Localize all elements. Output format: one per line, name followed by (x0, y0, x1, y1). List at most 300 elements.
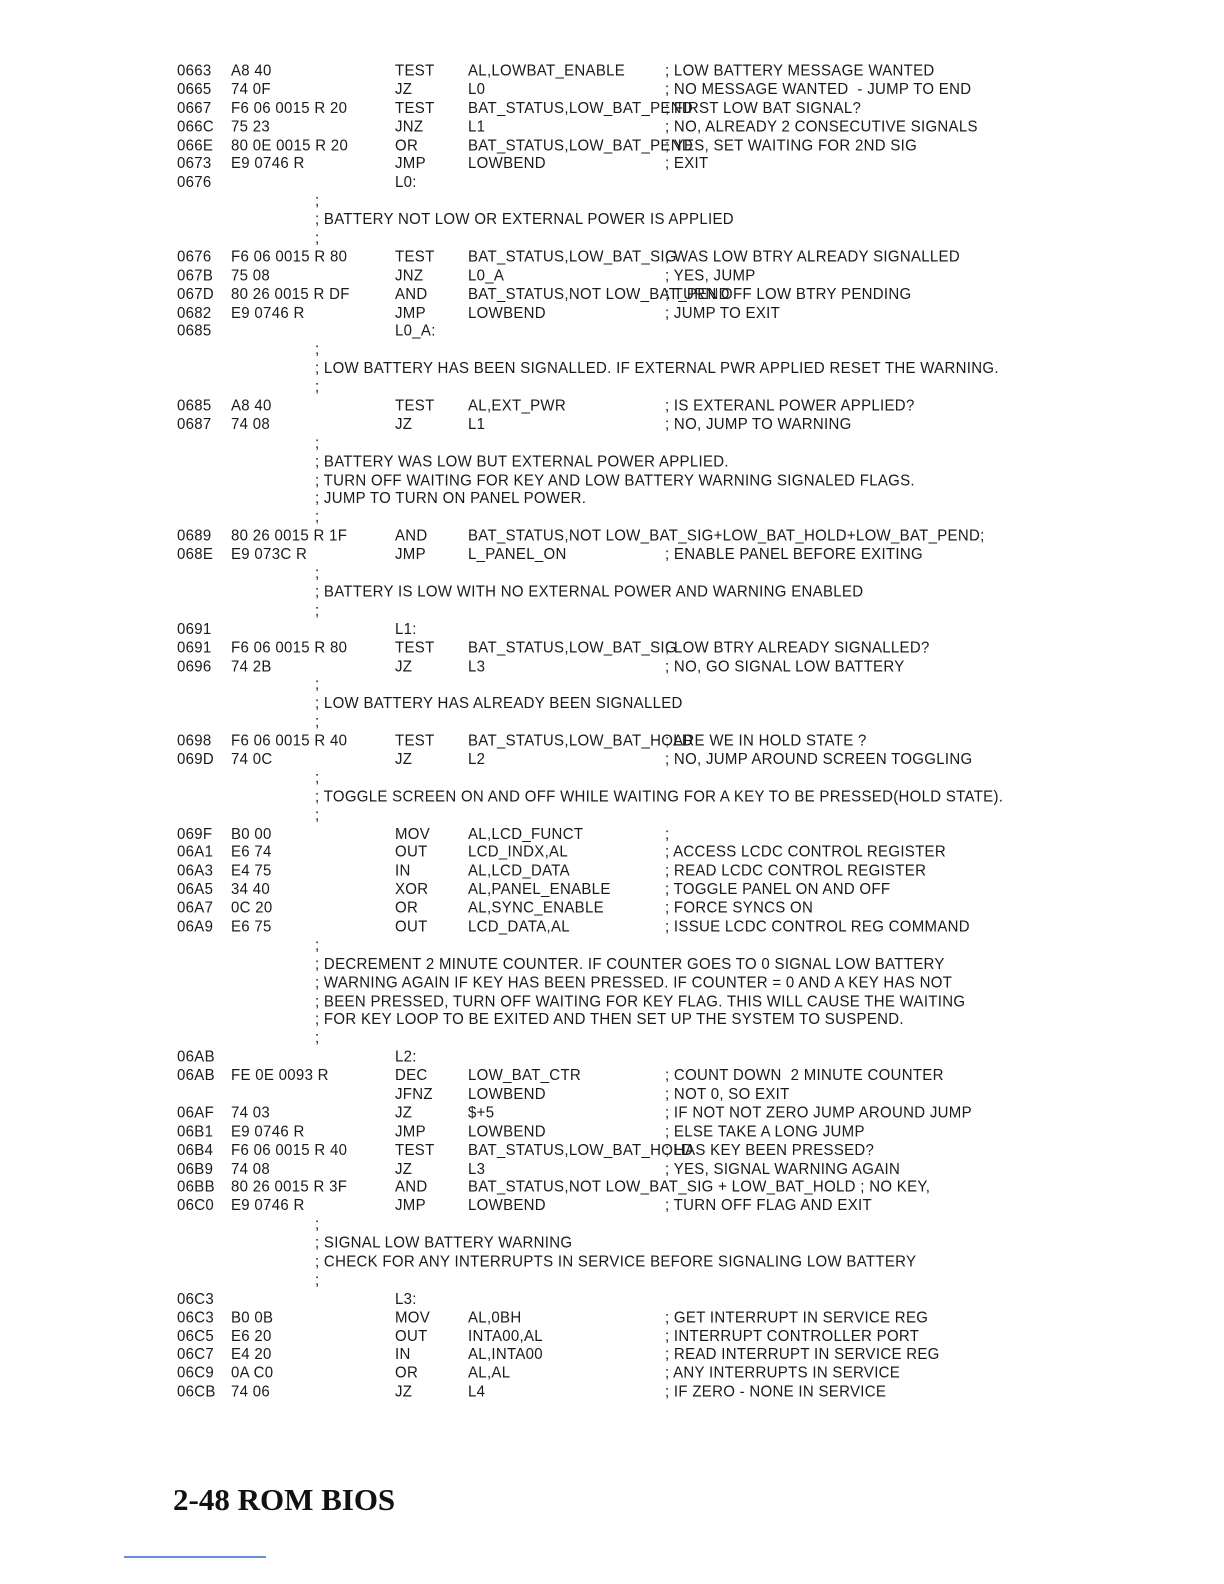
instruction-line (177, 1364, 1003, 1383)
machine-code: 80 0E 0015 R 20 (231, 136, 349, 155)
machine-code: B0 0B (231, 1308, 274, 1327)
comment: ; TURN OFF WAITING FOR KEY AND LOW BATTERY WARNING SIGNALED FLAGS. (315, 471, 915, 490)
address: 0685 (177, 396, 212, 415)
instruction-line (177, 527, 1003, 546)
machine-code: 75 08 (231, 266, 271, 285)
address: 06AB (177, 1048, 215, 1066)
address: 0691 (177, 620, 212, 638)
spacer (231, 1048, 395, 1067)
operands: LOW_BAT_CTR (468, 1066, 582, 1085)
operands: BAT_STATUS,NOT LOW_BAT_SIG+LOW_BAT_HOLD+LOW_BAT_PEND; (468, 527, 985, 545)
comment: ; (315, 192, 320, 210)
operands: AL,LOWBAT_ENABLE (468, 62, 626, 80)
label (371, 1327, 395, 1346)
opcode: JZ (395, 1103, 413, 1122)
instruction-line (177, 1178, 1003, 1197)
comment: ; ACCESS LCDC CONTROL REGISTER (665, 843, 946, 862)
machine-code: E4 20 (231, 1345, 272, 1364)
instruction-line (177, 1067, 1003, 1086)
comment-line (177, 974, 1003, 993)
opcode: JZ (395, 415, 413, 434)
machine-code: F6 06 0015 R 80 (231, 248, 348, 266)
machine-code: F6 06 0015 R 40 (231, 731, 348, 750)
label (371, 1123, 395, 1142)
opcode: TEST (395, 396, 435, 415)
opcode: MOV (395, 1308, 431, 1327)
machine-code: E9 0746 R (231, 1122, 305, 1141)
opcode: JMP (395, 155, 426, 173)
machine-code: 74 08 (231, 415, 271, 434)
label (371, 918, 395, 937)
address: 067D (177, 285, 215, 303)
comment: ; COUNT DOWN 2 MINUTE COUNTER (665, 1066, 944, 1085)
comment: ; (315, 936, 320, 955)
comment: ; READ INTERRUPT IN SERVICE REG (665, 1345, 940, 1364)
label (371, 99, 395, 118)
instruction-line (177, 1346, 1003, 1365)
label (371, 639, 395, 658)
opcode: OR (395, 1364, 419, 1383)
operands: LOWBEND (468, 1085, 546, 1104)
address: 0696 (177, 657, 212, 676)
comment: ; LOW BTRY ALREADY SIGNALLED? (665, 638, 930, 657)
instruction-line (177, 1327, 1003, 1346)
address: 067B (177, 266, 214, 285)
opcode: MOV (395, 824, 431, 843)
comment: ; (315, 1215, 320, 1234)
machine-code: E6 74 (231, 843, 272, 862)
label (371, 527, 395, 546)
comment: ; (315, 434, 320, 452)
machine-code: 80 26 0015 R 1F (231, 527, 348, 545)
comment: ; INTERRUPT CONTROLLER PORT (665, 1327, 920, 1345)
address: 06C9 (177, 1364, 215, 1383)
operands: BAT_STATUS,LOW_BAT_PEND (468, 136, 694, 155)
comment-line (177, 192, 1003, 211)
comment: ; GET INTERRUPT IN SERVICE REG (665, 1308, 929, 1327)
comment: ; TURN OFF LOW BTRY PENDING (665, 285, 912, 303)
label (371, 862, 395, 881)
label (371, 248, 395, 267)
label (371, 1346, 395, 1365)
operands: BAT_STATUS,LOW_BAT_SIG (468, 638, 677, 657)
opcode: JNZ (395, 117, 424, 136)
opcode: XOR (395, 880, 429, 899)
comment-line (177, 229, 1003, 248)
comment: ; WAS LOW BTRY ALREADY SIGNALLED (665, 248, 960, 266)
instruction-line (177, 136, 1003, 155)
opcode: TEST (395, 62, 435, 80)
comment: ; (315, 806, 320, 824)
address (177, 1085, 231, 1104)
machine-code: A8 40 (231, 396, 272, 415)
instruction-line (177, 62, 1003, 81)
comment: ; YES, JUMP (665, 266, 756, 285)
comment-line (177, 1030, 1003, 1049)
machine-code: A8 40 (231, 62, 272, 80)
address: 0685 (177, 322, 212, 341)
label (371, 118, 395, 137)
label (371, 1141, 395, 1160)
machine-code: E6 20 (231, 1327, 272, 1345)
instruction-line (177, 1141, 1003, 1160)
label (371, 416, 395, 435)
comment: ; TOGGLE SCREEN ON AND OFF WHILE WAITING FOR A KEY TO BE PRESSED(HOLD STATE). (315, 787, 1004, 806)
operands: L3 (468, 657, 486, 676)
machine-code: 74 2B (231, 657, 272, 676)
opcode: OR (395, 136, 419, 155)
address: 06CB (177, 1383, 216, 1401)
comment: ; READ LCDC CONTROL REGISTER (665, 862, 927, 880)
instruction-line (177, 155, 1003, 174)
label (371, 881, 395, 900)
comment: ; (665, 824, 670, 843)
label (371, 1364, 395, 1383)
address: 0682 (177, 303, 212, 322)
address: 069F (177, 824, 213, 843)
comment: ; HAS KEY BEEN PRESSED? (665, 1141, 875, 1159)
machine-code: 74 08 (231, 1159, 271, 1178)
opcode: IN (395, 1345, 411, 1364)
opcode: JMP (395, 303, 426, 322)
label-line (177, 620, 1003, 639)
label-line (177, 1290, 1003, 1309)
operands: L3 (468, 1159, 486, 1178)
instruction-line (177, 285, 1003, 304)
comment: ; IS EXTERANL POWER APPLIED? (665, 396, 915, 415)
label (371, 1197, 395, 1216)
comment-line (177, 713, 1003, 732)
address: 0676 (177, 173, 212, 192)
comment: ; (315, 1029, 320, 1048)
label (371, 1160, 395, 1179)
label (371, 81, 395, 100)
machine-code: E9 0746 R (231, 303, 305, 322)
opcode: AND (395, 285, 428, 303)
address: 06B9 (177, 1159, 214, 1178)
comment-line (177, 341, 1003, 360)
instruction-line (177, 843, 1003, 862)
instruction-line (177, 1104, 1003, 1123)
operands: L4 (468, 1383, 486, 1401)
operands: BAT_STATUS,LOW_BAT_HOLD (468, 731, 694, 750)
instruction-line (177, 99, 1003, 118)
address: 06C5 (177, 1327, 215, 1345)
machine-code: 75 23 (231, 117, 271, 136)
comment: ; (315, 341, 320, 359)
opcode: TEST (395, 1141, 435, 1159)
spacer (231, 1290, 395, 1309)
instruction-line (177, 267, 1003, 286)
comment-line (177, 509, 1003, 528)
comment: ; (315, 378, 320, 396)
link-underline (124, 1556, 266, 1558)
address: 06AB (177, 1066, 215, 1085)
operands: LOWBEND (468, 155, 546, 173)
label (371, 1067, 395, 1086)
address: 06A7 (177, 899, 214, 917)
address: 06A5 (177, 880, 214, 899)
comment: ; EXIT (665, 155, 709, 173)
comment: ; (315, 508, 320, 527)
machine-code: F6 06 0015 R 80 (231, 638, 348, 657)
opcode: OUT (395, 917, 428, 936)
machine-code: 0C 20 (231, 899, 273, 917)
label (371, 843, 395, 862)
assembly-listing (177, 62, 1003, 1402)
comment: ; BATTERY IS LOW WITH NO EXTERNAL POWER AND WARNING ENABLED (315, 582, 864, 601)
address: 0676 (177, 248, 212, 266)
operands: AL,LCD_FUNCT (468, 824, 584, 843)
comment: ; BATTERY WAS LOW BUT EXTERNAL POWER APPLIED. (315, 452, 729, 471)
instruction-line (177, 1197, 1003, 1216)
comment: ; FOR KEY LOOP TO BE EXITED AND THEN SET UP THE SYSTEM TO SUSPEND. (315, 1010, 904, 1029)
operands: AL,EXT_PWR (468, 396, 567, 415)
opcode: TEST (395, 248, 435, 266)
comment-line (177, 1216, 1003, 1235)
label: L3: (395, 1290, 417, 1308)
label-line (177, 322, 1003, 341)
comment-line (177, 453, 1003, 472)
label (371, 1178, 395, 1197)
address: 06B1 (177, 1122, 214, 1141)
operands: BAT_STATUS,LOW_BAT_HOLD (468, 1141, 694, 1159)
operands: L1 (468, 117, 486, 136)
comment: ; NO, JUMP AROUND SCREEN TOGGLING (665, 750, 973, 769)
label: L0: (395, 173, 417, 192)
comment: ; TURN OFF FLAG AND EXIT (665, 1196, 872, 1215)
label (371, 397, 395, 416)
machine-code: B0 00 (231, 824, 272, 843)
opcode: JZ (395, 750, 413, 769)
opcode: JFNZ (395, 1085, 433, 1104)
label (371, 546, 395, 565)
address: 06C0 (177, 1196, 215, 1215)
comment-line (177, 583, 1003, 602)
instruction-line (177, 899, 1003, 918)
operands: L2 (468, 750, 486, 769)
comment: ; FIRST LOW BAT SIGNAL? (665, 99, 862, 117)
opcode: OUT (395, 1327, 428, 1345)
comment: ; (315, 564, 320, 583)
operands: AL,INTA00 (468, 1345, 543, 1364)
machine-code: E9 0746 R (231, 1196, 305, 1215)
comment: ; CHECK FOR ANY INTERRUPTS IN SERVICE BEFORE SIGNALING LOW BATTERY (315, 1252, 917, 1271)
address: 0663 (177, 62, 212, 80)
comment-line (177, 360, 1003, 379)
opcode: DEC (395, 1066, 428, 1085)
address: 069D (177, 750, 215, 769)
operands: LCD_DATA,AL (468, 917, 570, 936)
machine-code: 34 40 (231, 880, 271, 899)
label: L2: (395, 1048, 417, 1066)
comment: ; LOW BATTERY MESSAGE WANTED (665, 62, 935, 80)
opcode: TEST (395, 99, 435, 117)
instruction-line (177, 1123, 1003, 1142)
operands: LOWBEND (468, 303, 546, 322)
instruction-line (177, 1383, 1003, 1402)
operands: BAT_STATUS,NOT LOW_BAT_SIG + LOW_BAT_HOLD ; NO KEY, (468, 1178, 931, 1197)
spacer (231, 322, 395, 341)
label-line (177, 174, 1003, 193)
operands: LOWBEND (468, 1196, 546, 1215)
label-line (177, 1048, 1003, 1067)
label (371, 285, 395, 304)
opcode: AND (395, 1178, 428, 1197)
comment: ; NO, ALREADY 2 CONSECUTIVE SIGNALS (665, 117, 978, 136)
machine-code: 74 0C (231, 750, 273, 769)
comment-line (177, 955, 1003, 974)
comment-line (177, 936, 1003, 955)
address: 066C (177, 117, 215, 136)
comment: ; WARNING AGAIN IF KEY HAS BEEN PRESSED. IF COUNTER = 0 AND A KEY HAS NOT (315, 973, 953, 992)
machine-code: 0A C0 (231, 1364, 274, 1383)
label (371, 155, 395, 174)
instruction-line (177, 881, 1003, 900)
comment: ; NO, GO SIGNAL LOW BATTERY (665, 657, 905, 676)
address: 0667 (177, 99, 212, 117)
opcode: TEST (395, 638, 435, 657)
label (371, 750, 395, 769)
comment: ; (315, 713, 320, 731)
comment: ; JUMP TO EXIT (665, 303, 781, 322)
spacer (231, 620, 395, 639)
comment-line (177, 471, 1003, 490)
machine-code: E9 073C R (231, 545, 308, 564)
instruction-line (177, 416, 1003, 435)
comment-line (177, 602, 1003, 621)
operands: LCD_INDX,AL (468, 843, 569, 862)
label (371, 825, 395, 844)
comment: ; SIGNAL LOW BATTERY WARNING (315, 1234, 573, 1252)
instruction-line (177, 657, 1003, 676)
instruction-line (177, 1085, 1003, 1104)
comment: ; TOGGLE PANEL ON AND OFF (665, 880, 891, 899)
operands: INTA00,AL (468, 1327, 543, 1345)
address: 0687 (177, 415, 212, 434)
address: 06B4 (177, 1141, 214, 1159)
label (371, 304, 395, 323)
label (371, 62, 395, 81)
instruction-line (177, 732, 1003, 751)
opcode: OUT (395, 843, 428, 862)
comment-line (177, 806, 1003, 825)
label (371, 1309, 395, 1328)
machine-code: F6 06 0015 R 40 (231, 1141, 348, 1159)
comment-line (177, 695, 1003, 714)
address: 0665 (177, 80, 212, 99)
comment: ; (315, 601, 320, 620)
label (371, 1085, 395, 1104)
comment: ; ANY INTERRUPTS IN SERVICE (665, 1364, 901, 1383)
instruction-line (177, 750, 1003, 769)
address: 06A9 (177, 917, 214, 936)
label (371, 899, 395, 918)
address: 06C7 (177, 1345, 215, 1364)
machine-code: 74 06 (231, 1383, 271, 1401)
operands: BAT_STATUS,LOW_BAT_PEND (468, 99, 694, 117)
comment: ; ARE WE IN HOLD STATE ? (665, 731, 867, 750)
opcode: JZ (395, 1159, 413, 1178)
machine-code: 80 26 0015 R 3F (231, 1178, 348, 1197)
comment: ; FORCE SYNCS ON (665, 899, 814, 917)
address: 06C3 (177, 1290, 215, 1308)
comment: ; (315, 1271, 320, 1290)
comment-line (177, 1271, 1003, 1290)
opcode: AND (395, 527, 428, 545)
instruction-line (177, 546, 1003, 565)
comment (665, 1178, 995, 1197)
opcode: OR (395, 899, 419, 917)
label (371, 267, 395, 286)
comment: ; (315, 229, 320, 248)
comment-line (177, 378, 1003, 397)
address: 06A1 (177, 843, 214, 862)
comment: ; YES, SET WAITING FOR 2ND SIG (665, 136, 918, 155)
comment: ; ELSE TAKE A LONG JUMP (665, 1122, 865, 1141)
comment-line (177, 676, 1003, 695)
machine-code: E4 75 (231, 862, 272, 880)
instruction-line (177, 81, 1003, 100)
comment: ; NO MESSAGE WANTED - JUMP TO END (665, 80, 972, 99)
address: 06C3 (177, 1308, 215, 1327)
comment: ; IF ZERO - NONE IN SERVICE (665, 1383, 887, 1401)
operands: AL,0BH (468, 1308, 522, 1327)
comment (665, 527, 995, 546)
page-footer: 2-48 ROM BIOS (173, 1482, 396, 1517)
label: L1: (395, 620, 417, 638)
operands: AL,LCD_DATA (468, 862, 570, 880)
machine-code: F6 06 0015 R 20 (231, 99, 348, 117)
opcode: IN (395, 862, 411, 880)
opcode: JMP (395, 1196, 426, 1215)
instruction-line (177, 918, 1003, 937)
opcode: JMP (395, 1122, 426, 1141)
comment-line (177, 992, 1003, 1011)
operands: AL,AL (468, 1364, 511, 1383)
comment: ; (315, 676, 320, 694)
comment: ; JUMP TO TURN ON PANEL POWER. (315, 489, 587, 508)
operands: BAT_STATUS,LOW_BAT_SIG (468, 248, 677, 266)
instruction-line (177, 304, 1003, 323)
operands: AL,SYNC_ENABLE (468, 899, 604, 917)
address: 06BB (177, 1178, 215, 1197)
operands: $+5 (468, 1103, 495, 1122)
machine-code: E6 75 (231, 917, 272, 936)
comment-line (177, 1253, 1003, 1272)
operands: BAT_STATUS,NOT LOW_BAT_PEND (468, 285, 730, 303)
opcode: JZ (395, 1383, 413, 1401)
instruction-line (177, 397, 1003, 416)
comment-line (177, 1234, 1003, 1253)
address: 06A3 (177, 862, 214, 880)
comment: ; NOT 0, SO EXIT (665, 1085, 790, 1104)
machine-code (231, 1085, 371, 1104)
label (371, 657, 395, 676)
comment: ; ISSUE LCDC CONTROL REG COMMAND (665, 917, 970, 936)
comment: ; ENABLE PANEL BEFORE EXITING (665, 545, 923, 564)
address: 068E (177, 545, 214, 564)
comment: ; IF NOT NOT ZERO JUMP AROUND JUMP (665, 1103, 972, 1122)
instruction-line (177, 1160, 1003, 1179)
instruction-line (177, 118, 1003, 137)
instruction-line (177, 248, 1003, 267)
opcode: JZ (395, 80, 413, 99)
machine-code: 74 0F (231, 80, 271, 99)
opcode: TEST (395, 731, 435, 750)
instruction-line (177, 1309, 1003, 1328)
comment-line (177, 788, 1003, 807)
